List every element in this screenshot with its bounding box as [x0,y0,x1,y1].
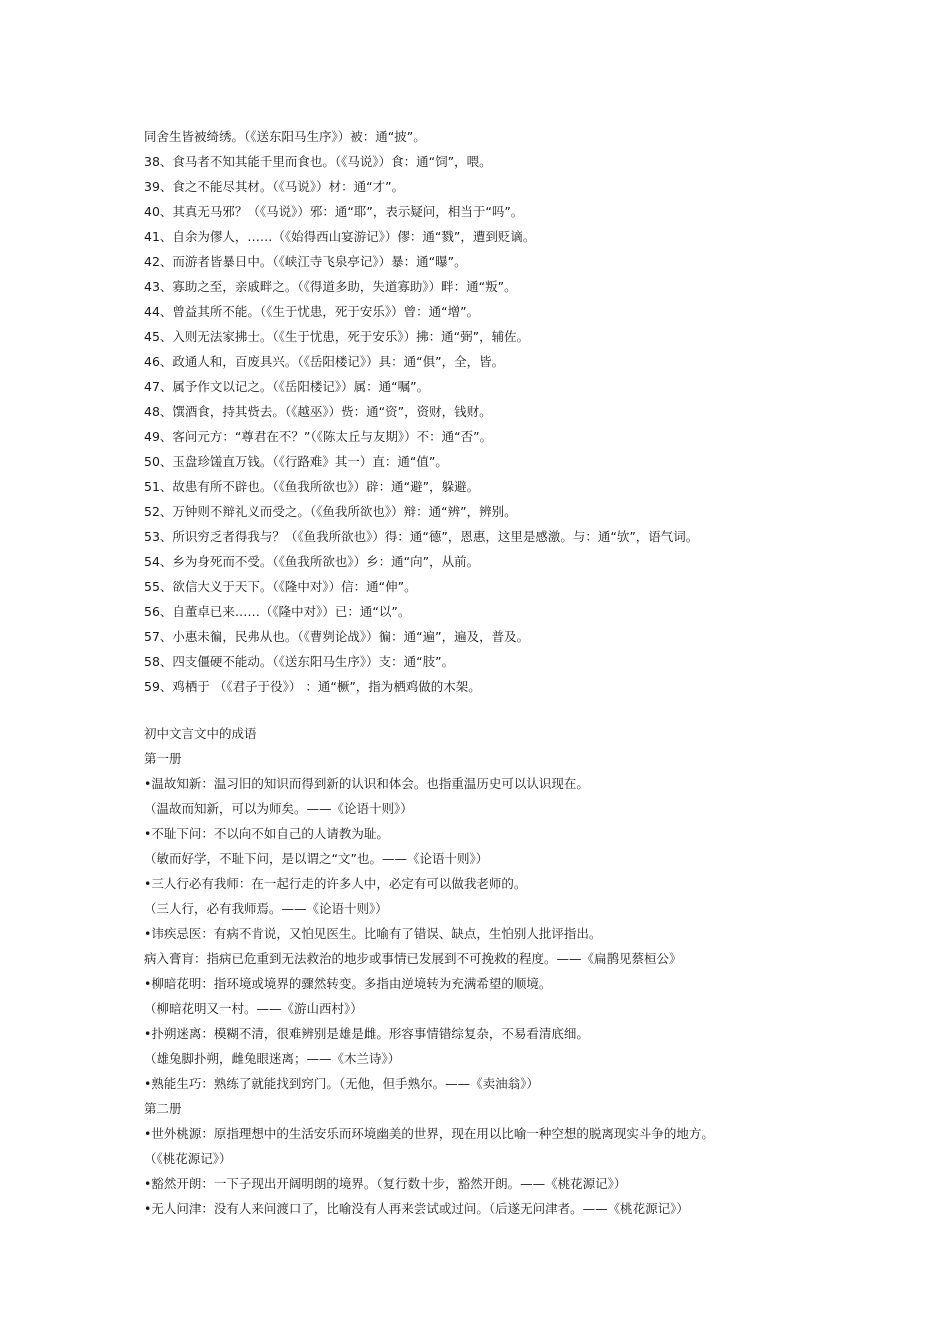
idiom-source: （《桃花源记》） [144,1151,232,1166]
volume-heading: 第二册 [144,1101,182,1116]
note-line: 52、万钟则不辩礼义而受之。（《鱼我所欲也》）辩：通“辨”，辨别。 [144,504,517,519]
idiom-entry: •世外桃源：原指理想中的生活安乐而环境幽美的世界，现在用以比喻一种空想的脱离现实斗争的地方。 [144,1126,714,1141]
note-line: 58、四支僵硬不能动。（《送东阳马生序》）支：通“肢”。 [144,654,455,669]
tongjiazi-notes-list [144,124,934,699]
idiom-source: （敏而好学，不耻下问，是以谓之“文”也。——《论语十则》） [144,851,489,866]
note-line: 56、自董卓已来……（《隆中对》）已：通“以”。 [144,604,411,619]
idiom-entry: •扑朔迷离：模糊不清，很难辨别是雄是雌。形容事情错综复杂，不易看清底细。 [144,1026,589,1041]
idiom-entry: •不耻下问：不以向不如自己的人请教为耻。 [144,826,389,841]
idiom-entry: •讳疾忌医：有病不肯说，又怕见医生。比喻有了错误、缺点，生怕别人批评指出。 [144,926,602,941]
note-line: 43、寡助之至，亲戚畔之。（《得道多助，失道寡助》）畔：通“叛”。 [144,279,517,294]
idiom-source: （温故而知新，可以为师矣。——《论语十则》） [144,801,413,816]
idiom-entry: •无人问津：没有人来问渡口了，比喻没有人再来尝试或过问。（后遂无问津者。——《桃花源记》） [144,1201,689,1216]
note-line: 50、玉盘珍馐直万钱。（《行路难》其一）直：通“值”。 [144,454,448,469]
idiom-source: （柳暗花明又一村。——《游山西村》） [144,1001,363,1016]
idiom-source: （三人行，必有我师焉。——《论语十则》） [144,901,388,916]
idiom-source: （雄兔脚扑朔，雌兔眼迷离；——《木兰诗》） [144,1051,401,1066]
idiom-entry: •温故知新：温习旧的知识而得到新的认识和体会。也指重温历史可以认识现在。 [144,776,589,791]
note-line: 42、而游者皆暴日中。（《峡江寺飞泉亭记》）暴：通“曝”。 [144,254,467,269]
note-line: 57、小惠未徧，民弗从也。（《曹刿论战》）徧：通“遍”，遍及，普及。 [144,629,530,644]
note-line: 55、欲信大义于天下。（《隆中对》）信：通“伸”。 [144,579,417,594]
idiom-entry: •柳暗花明：指环境或境界的骤然转变。多指由逆境转为充满希望的顺境。 [144,976,552,991]
idiom-entry: •三人行必有我师：在一起行走的许多人中，必定有可以做我老师的。 [144,876,527,891]
section-title: 初中文言文中的成语 [144,726,257,741]
volume-heading: 第一册 [144,751,182,766]
note-line: 48、馔酒食，持其赀去。（《越巫》）赀：通“资”，资财，钱财。 [144,404,492,419]
note-line: 51、故患有所不辟也。（《鱼我所欲也》）辟：通“避”，躲避。 [144,479,480,494]
idiom-entry: •熟能生巧：熟练了就能找到窍门。（无他，但手熟尔。——《卖油翁》） [144,1076,539,1091]
note-line: 46、政通人和，百废具兴。（《岳阳楼记》）具：通“俱”，全，皆。 [144,354,505,369]
note-line: 59、鸡栖于 （《君子于役》） ：通“橛”，指为栖鸡做的木架。 [144,679,481,694]
note-line: 41、自余为僇人，……（《始得西山宴游记》）僇：通“戮”，遭到贬谪。 [144,229,536,244]
idiom-entry: •豁然开朗：一下子现出开阔明朗的境界。（复行数十步，豁然开朗。——《桃花源记》） [144,1176,627,1191]
note-line: 38、食马者不知其能千里而食也。（《马说》）食：通“饲”，喂。 [144,154,492,169]
note-line: 54、乡为身死而不受。（《鱼我所欲也》）乡：通“向”，从前。 [144,554,480,569]
note-line: 同舍生皆被绮绣。（《送东阳马生序》）被：通“披”。 [144,129,426,144]
note-line: 49、客问元方：“尊君在不？”（《陈太丘与友期》）不：通“否”。 [144,429,493,444]
idiom-entry: 病入膏肓：指病已危重到无法救治的地步或事情已发展到不可挽救的程度。——《扁鹊见蔡桓公》 [144,951,682,966]
note-line: 45、入则无法家拂士。（《生于忧患，死于安乐》）拂：通“弼”，辅佐。 [144,329,530,344]
note-line: 39、食之不能尽其材。（《马说》）材：通“才”。 [144,179,405,194]
note-line: 47、属予作文以记之。（《岳阳楼记》）属：通“嘱”。 [144,379,430,394]
idioms-section [144,721,934,1221]
note-line: 53、所识穷乏者得我与？（《鱼我所欲也》）得：通“德”，恩惠，这里是感激。与：通“欤”，语气词。 [144,529,699,544]
note-line: 44、曾益其所不能。（《生于忧患，死于安乐》）曾：通“增”。 [144,304,480,319]
note-line: 40、其真无马邪？（《马说》）邪：通“耶”，表示疑问，相当于“吗”。 [144,204,524,219]
